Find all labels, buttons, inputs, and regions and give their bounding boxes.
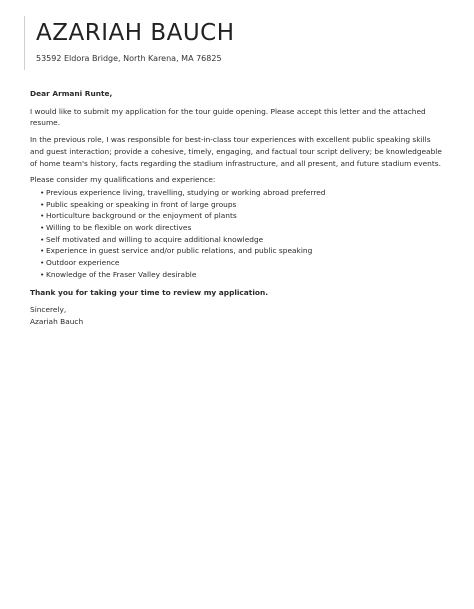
list-item-text: Outdoor experience xyxy=(46,258,120,268)
qualifications-intro: Please consider my qualifications and experience: xyxy=(30,175,216,185)
bullet-icon: • xyxy=(40,187,45,197)
list-item xyxy=(40,269,446,281)
signoff: Sincerely, xyxy=(30,305,67,315)
bullet-icon: • xyxy=(40,211,45,221)
applicant-name: AZARIAH BAUCH xyxy=(36,20,235,46)
bullet-icon: • xyxy=(40,234,45,244)
list-item-text: Knowledge of the Fraser Valley desirable xyxy=(46,269,197,279)
list-item-text: Horticulture background or the enjoyment of plants xyxy=(46,211,237,221)
list-item-text: Self motivated and willing to acquire additional knowledge xyxy=(46,234,264,244)
bullet-icon: • xyxy=(40,258,45,268)
list-item xyxy=(40,199,446,211)
signature: Azariah Bauch xyxy=(30,316,84,326)
list-item xyxy=(40,210,446,222)
bullet-icon: • xyxy=(40,223,45,233)
bullet-icon: • xyxy=(40,269,45,279)
list-item xyxy=(40,187,446,199)
header-divider xyxy=(24,16,25,70)
list-item xyxy=(40,222,446,234)
list-item xyxy=(40,234,446,246)
list-item-text: Experience in guest service and/or public relations, and public speaking xyxy=(46,246,313,256)
applicant-address: 53592 Eldora Bridge, North Karena, MA 76825 xyxy=(36,54,222,63)
list-item-text: Previous experience living, travelling, studying or working abroad preferred xyxy=(46,187,326,197)
list-item-text: Public speaking or speaking in front of large groups xyxy=(46,199,237,209)
experience-paragraph: In the previous role, I was responsible for best-in-class tour experiences with excellent public speaking skills and guest interaction; provide a cohesive, timely, engaging, and factual tour script delivery; be knowledgeable of home team's history, facts regarding the stadium infrastructure, and all present, and future stadium events. xyxy=(30,135,442,168)
list-item xyxy=(40,245,446,257)
qualifications-list xyxy=(30,187,446,281)
bullet-icon: • xyxy=(40,246,45,256)
closing-line: Thank you for taking your time to review my application. xyxy=(30,287,269,297)
salutation: Dear Armani Runte, xyxy=(30,89,113,98)
bullet-icon: • xyxy=(40,199,45,209)
letter-header xyxy=(0,0,474,80)
letter-body xyxy=(30,88,446,328)
intro-paragraph: I would like to submit my application for the tour guide opening. Please accept this letter and the attached resume. xyxy=(30,106,426,128)
list-item xyxy=(40,257,446,269)
list-item-text: Willing to be flexible on work directives xyxy=(46,223,192,233)
